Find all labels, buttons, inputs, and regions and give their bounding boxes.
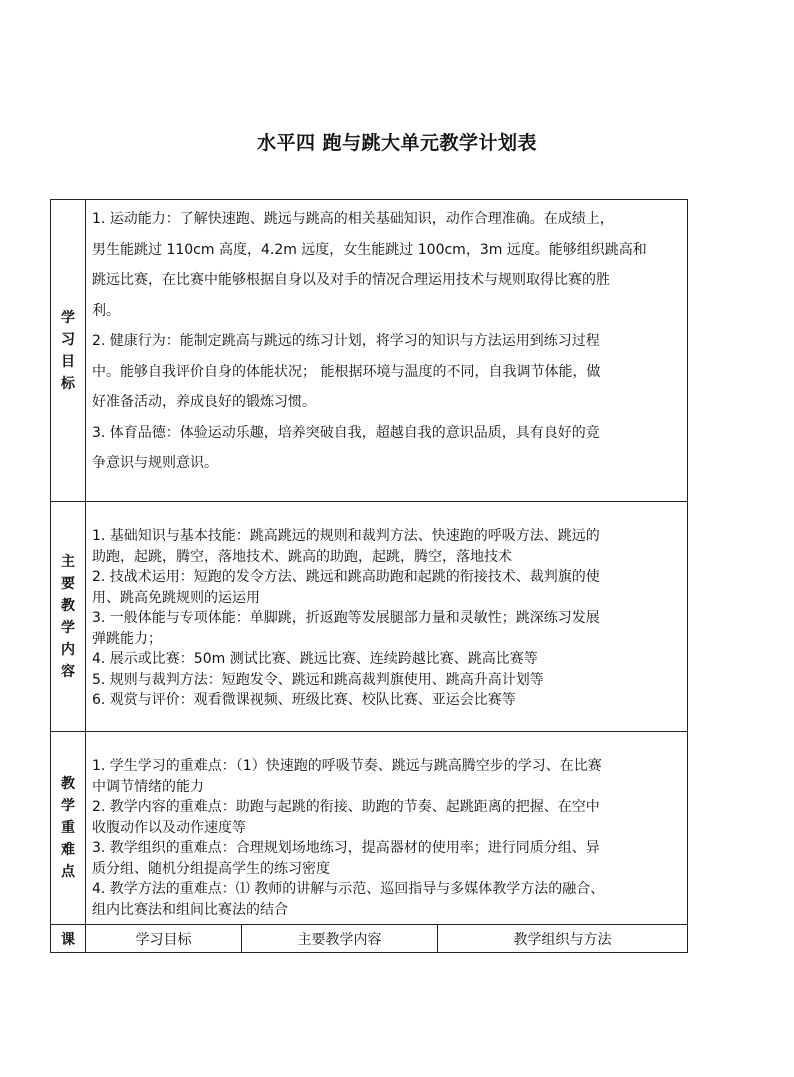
label-char: 目 [61,353,75,370]
content-line: 3. 一般体能与专项体能：单脚跳，折返跑等发展腿部力量和灵敏性；跳深练习发展 [92,610,600,626]
content-line: 1. 基础知识与基本技能：跳高跳远的规则和裁判方法、快速跑的呼吸方法、跳远的 [92,528,600,544]
section-content-goals [86,200,688,502]
content-line: 2. 技战术运用：短跑的发令方法、跳远和跳高助跑和起跳的衔接技术、裁判旗的使 [92,569,600,585]
label-char: 教 [61,776,75,792]
section-label-content [51,502,86,732]
label-char: 内 [61,641,75,658]
content-line: 质分组、随机分组提高学生的练习密度 [92,860,330,877]
content-line: 3. 体育品德：体验运动乐趣，培养突破自我，超越自我的意识品质，具有良好的竞 [92,424,600,441]
label-char: 标 [61,375,75,392]
section-content-main [86,502,688,732]
lesson-header-goals: 学习目标 [86,925,242,953]
label-char: 容 [61,663,75,680]
content-line: 1. 学生学习的重难点：（1）快速跑的呼吸节奏、跳远与跳高腾空步的学习、在比赛 [92,758,602,774]
lesson-header-methods: 教学组织与方法 [438,925,688,953]
label-char: 学 [61,798,75,814]
label-char: 重 [61,820,75,836]
label-char: 学 [61,309,75,326]
label-char: 教 [61,597,75,614]
label-char: 主 [61,553,75,570]
content-line: 弹跳能力； [92,630,162,647]
label-char: 要 [61,575,75,592]
lesson-header-row [51,925,688,953]
label-char: 学 [61,619,75,636]
content-line: 中调节情绪的能力 [92,778,204,795]
content-line: 4. 展示或比赛：50m 测试比赛、跳远比赛、连续跨越比赛、跳高比赛等 [92,651,538,667]
content-line: 2. 教学内容的重难点：助跑与起跳的衔接、助跑的节奏、起跳距离的把握、在空中 [92,799,600,815]
section-goals [51,200,688,502]
label-char: 点 [61,864,75,880]
label-char: 难 [61,842,75,858]
content-line: 利。 [92,302,120,319]
content-line: 5. 规则与裁判方法：短跑发令、跳远和跳高裁判旗使用、跳高升高计划等 [92,671,544,688]
label-char: 习 [61,331,75,348]
content-line: 组内比赛法和组间比赛法的结合 [92,901,288,918]
section-content-keypoints [86,732,688,925]
lesson-header-side: 课 [51,925,86,953]
page-title: 水平四 跑与跳大单元教学计划表 [256,132,538,154]
section-label-goals [51,200,86,502]
section-content [51,502,688,732]
section-keypoints [51,732,688,925]
content-line: 用、跳高免跳规则的运运用 [92,589,260,606]
content-line: 6. 观赏与评价：观看微课视频、班级比赛、校队比赛、亚运会比赛等 [92,692,516,708]
content-line: 助跑，起跳，腾空，落地技术、跳高的助跑，起跳，腾空，落地技术 [92,548,512,565]
section-label-keypoints [51,732,86,925]
content-line: 跳远比赛，在比赛中能够根据自身以及对手的情况合理运用技术与规则取得比赛的胜 [92,272,610,288]
content-line: 收腹动作以及动作速度等 [92,819,246,836]
content-line: 中。能够自我评价自身的体能状况； 能根据环境与温度的不同，自我调节体能，做 [92,363,601,380]
content-line: 2. 健康行为：能制定跳高与跳远的练习计划，将学习的知识与方法运用到练习过程 [92,333,600,349]
content-line: 4. 教学方法的重难点：⑴ 教师的讲解与示范、巡回指导与多媒体教学方法的融合、 [92,881,605,897]
content-line: 好准备活动，养成良好的锻炼习惯。 [92,394,316,410]
content-line: 争意识与规则意识。 [92,455,218,471]
content-line: 男生能跳过 110cm 高度，4.2m 远度，女生能跳过 100cm，3m 远度。能够组织跳高和 [92,241,647,258]
content-line: 3. 教学组织的重难点：合理规划场地练习，提高器材的使用率；进行同质分组、异 [92,840,600,856]
plan-table [50,199,688,953]
content-line: 1. 运动能力：了解快速跑、跳远与跳高的相关基础知识，动作合理准确。在成绩上， [92,211,614,227]
lesson-header-content: 主要教学内容 [242,925,438,953]
